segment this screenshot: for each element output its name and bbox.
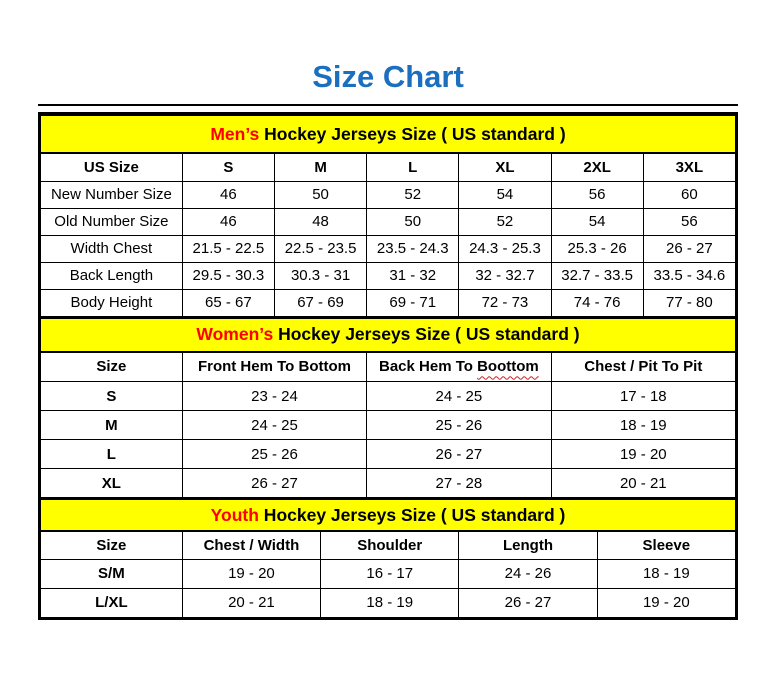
table-header-row [41,531,736,559]
column-header: Size [41,531,183,559]
size-value-cell: 67 - 69 [274,289,366,316]
table-header-row [41,352,736,382]
row-header: S [41,382,183,411]
row-header: M [41,411,183,440]
size-value-cell: 26 - 27 [182,469,366,498]
column-header: Chest / Pit To Pit [551,352,735,382]
size-value-cell: 23 - 24 [182,382,366,411]
table-row [41,440,736,469]
column-header: M [274,153,366,181]
youth-caption-text: Hockey Jerseys Size ( US standard ) [258,504,566,525]
size-value-cell: 54 [551,208,643,235]
size-value-cell: 50 [367,208,459,235]
womens-caption-text: Hockey Jerseys Size ( US standard ) [273,324,580,344]
size-value-cell: 54 [459,181,551,208]
size-value-cell: 65 - 67 [182,289,274,316]
column-header: Sleeve [597,531,735,559]
size-value-cell: 25 - 26 [182,440,366,469]
column-header: S [182,153,274,181]
youth-table-caption [41,499,736,531]
size-value-cell: 25 - 26 [367,411,551,440]
size-value-cell: 50 [274,181,366,208]
size-value-cell: 22.5 - 23.5 [274,235,366,262]
size-value-cell: 56 [643,208,735,235]
column-header-text: Back Hem To [379,358,473,376]
size-value-cell: 74 - 76 [551,289,643,316]
mens-table-caption [41,115,736,153]
size-value-cell: 48 [274,208,366,235]
mens-size-table [40,114,736,317]
size-value-cell: 72 - 73 [459,289,551,316]
size-value-cell: 24 - 25 [182,411,366,440]
row-header: XL [41,469,183,498]
table-row [41,469,736,498]
column-header [367,352,551,382]
womens-caption-highlight: Women’s [196,324,274,344]
size-value-cell: 17 - 18 [551,382,735,411]
table-row [41,181,736,208]
size-value-cell: 30.3 - 31 [274,262,366,289]
womens-table-caption [41,318,736,352]
row-header: New Number Size [41,181,183,208]
youth-size-table [40,498,736,618]
horizontal-divider [38,104,738,106]
size-value-cell: 46 [182,208,274,235]
column-header: Chest / Width [182,531,320,559]
size-value-cell: 24 - 25 [367,382,551,411]
size-value-cell: 29.5 - 30.3 [182,262,274,289]
size-value-cell: 16 - 17 [321,559,459,588]
size-value-cell: 32 - 32.7 [459,262,551,289]
size-value-cell: 52 [459,208,551,235]
table-row [41,289,736,316]
table-row [41,262,736,289]
size-value-cell: 20 - 21 [182,588,320,617]
misspelled-word: Boottom [477,358,539,376]
size-value-cell: 56 [551,181,643,208]
row-header: Body Height [41,289,183,316]
size-value-cell: 19 - 20 [551,440,735,469]
size-value-cell: 19 - 20 [182,559,320,588]
row-header: Old Number Size [41,208,183,235]
row-header: L [41,440,183,469]
column-header: US Size [41,153,183,181]
table-row [41,559,736,588]
column-header: Shoulder [321,531,459,559]
mens-caption-highlight: Men’s [210,123,260,144]
size-value-cell: 19 - 20 [597,588,735,617]
page-title: Size Chart [312,59,464,94]
column-header: Size [41,352,183,382]
size-value-cell: 24.3 - 25.3 [459,235,551,262]
size-value-cell: 26 - 27 [367,440,551,469]
size-value-cell: 52 [367,181,459,208]
size-value-cell: 23.5 - 24.3 [367,235,459,262]
size-value-cell: 18 - 19 [597,559,735,588]
size-chart-sheet [38,112,738,620]
size-value-cell: 46 [182,181,274,208]
size-value-cell: 26 - 27 [643,235,735,262]
size-value-cell: 26 - 27 [459,588,597,617]
size-value-cell: 20 - 21 [551,469,735,498]
table-row [41,588,736,617]
size-value-cell: 60 [643,181,735,208]
table-row [41,208,736,235]
column-header: XL [459,153,551,181]
row-header: L/XL [41,588,183,617]
table-header-row [41,153,736,181]
mens-caption-text: Hockey Jerseys Size ( US standard ) [259,123,566,144]
size-value-cell: 21.5 - 22.5 [182,235,274,262]
table-row [41,235,736,262]
table-row [41,318,736,352]
column-header: 3XL [643,153,735,181]
size-value-cell: 31 - 32 [367,262,459,289]
size-value-cell: 25.3 - 26 [551,235,643,262]
size-value-cell: 24 - 26 [459,559,597,588]
table-row [41,115,736,153]
size-value-cell: 33.5 - 34.6 [643,262,735,289]
column-header: 2XL [551,153,643,181]
table-row [41,411,736,440]
size-value-cell: 77 - 80 [643,289,735,316]
column-header: Length [459,531,597,559]
youth-caption-highlight: Youth [210,504,259,525]
size-value-cell: 18 - 19 [321,588,459,617]
row-header: Width Chest [41,235,183,262]
size-value-cell: 32.7 - 33.5 [551,262,643,289]
size-value-cell: 69 - 71 [367,289,459,316]
column-header: L [367,153,459,181]
table-row [41,499,736,531]
size-value-cell: 27 - 28 [367,469,551,498]
column-header: Front Hem To Bottom [182,352,366,382]
size-value-cell: 18 - 19 [551,411,735,440]
womens-size-table [40,317,736,499]
table-row [41,382,736,411]
row-header: Back Length [41,262,183,289]
row-header: S/M [41,559,183,588]
